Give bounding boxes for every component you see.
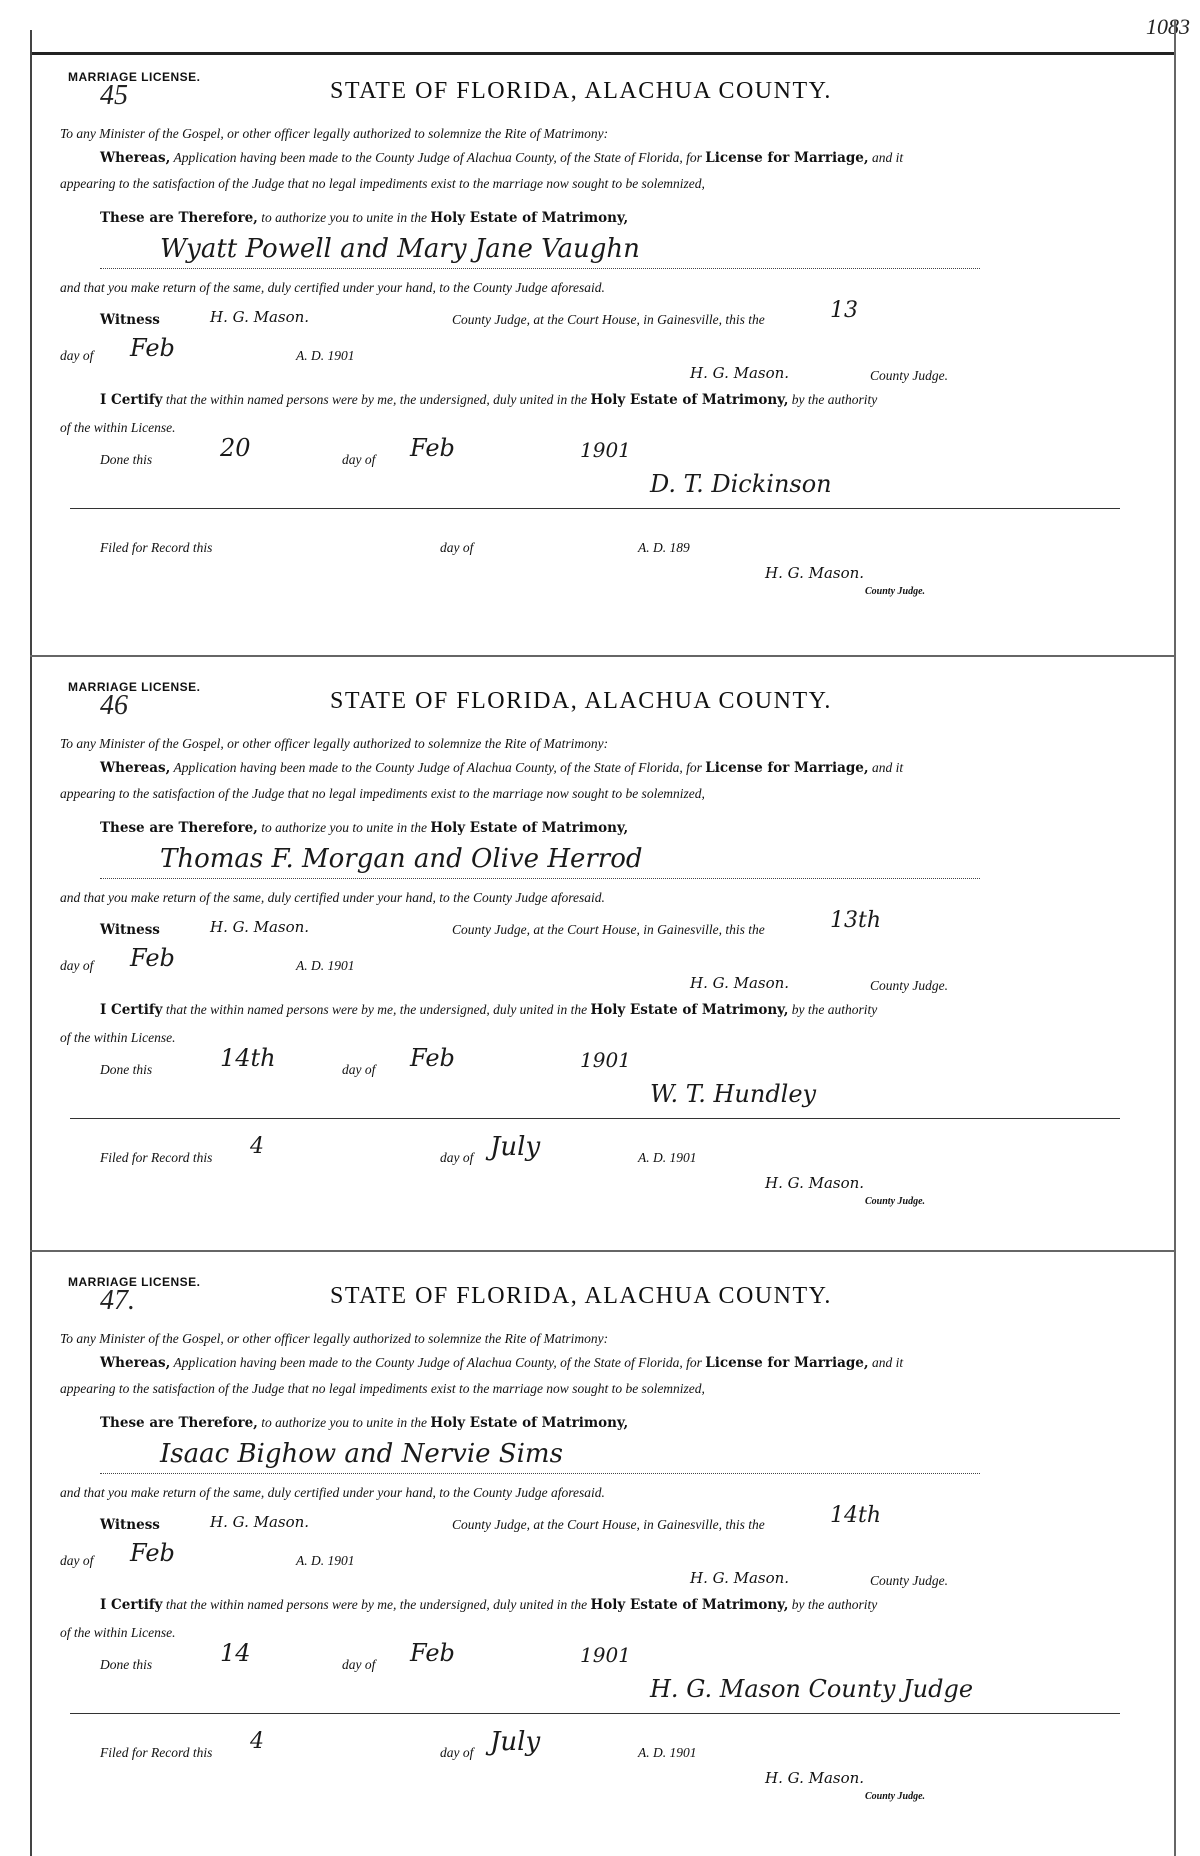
done-month: Feb (410, 1044, 455, 1072)
license-separator (30, 1250, 1176, 1252)
whereas-bold: Whereas, (100, 150, 171, 166)
license-separator (30, 655, 1176, 657)
right-margin-rule (1174, 20, 1176, 1856)
marriage-license-47 (60, 1255, 1130, 1845)
names-fill-line (100, 878, 980, 879)
county-judge-small: County Judge. (865, 1196, 926, 1207)
done-year: 1901 (580, 1048, 631, 1072)
appearing-line: appearing to the satisfaction of the Judge that no legal impediments exist to the marriage now sought to be solemnized, (60, 786, 705, 801)
filed-year: A. D. 1901 (638, 1150, 697, 1165)
left-margin-rule (30, 30, 32, 1856)
county-judge-small: County Judge. (865, 586, 926, 597)
couple-names: Thomas F. Morgan and Olive Herrod (160, 844, 643, 874)
officiant-signature: W. T. Hundley (650, 1080, 817, 1108)
filed-label: Filed for Record this (100, 1150, 213, 1165)
return-line: and that you make return of the same, duly certified under your hand, to the County Judge aforesaid. (60, 1485, 605, 1500)
witness-day: 13th (830, 908, 882, 933)
license-number: 45 (100, 80, 128, 111)
license-year: A. D. 1901 (296, 348, 355, 363)
done-this-label: Done this (100, 1062, 153, 1077)
done-day-of: day of (342, 1062, 376, 1077)
within-license: of the within License. (60, 420, 176, 435)
return-line: and that you make return of the same, duly certified under your hand, to the County Judge aforesaid. (60, 280, 605, 295)
officiant-signature: H. G. Mason County Judge (650, 1675, 974, 1703)
signing-judge: H. G. Mason. (690, 1569, 790, 1587)
signing-judge: H. G. Mason. (690, 364, 790, 382)
license-month: Feb (130, 944, 175, 972)
license-month: Feb (130, 1539, 175, 1567)
filed-day: 4 (250, 1134, 264, 1159)
certify-line: I Certify that the within named persons were by me, the undersigned, duly united in the Holy Estate of Matrimony, by the authority (100, 392, 878, 408)
names-fill-line (100, 268, 980, 269)
state-title: STATE OF FLORIDA, ALACHUA COUNTY. (330, 78, 832, 104)
done-year: 1901 (580, 1643, 631, 1667)
holy-estate: Holy Estate of Matrimony, (430, 210, 629, 226)
state-title: STATE OF FLORIDA, ALACHUA COUNTY. (330, 688, 832, 714)
witness-label: Witness (100, 922, 160, 938)
witness-day: 13 (830, 298, 858, 323)
county-judge-label: County Judge. (870, 978, 948, 993)
witness-label: Witness (100, 1517, 160, 1533)
couple-names: Isaac Bighow and Nervie Sims (160, 1439, 563, 1469)
done-day-of: day of (342, 452, 376, 467)
address-line: To any Minister of the Gospel, or other officer legally authorized to solemnize the Rite of Matrimony: (60, 736, 609, 751)
filed-day-of: day of (440, 1150, 474, 1165)
marriage-license-45 (60, 50, 1130, 640)
filed-label: Filed for Record this (100, 540, 213, 555)
done-this-label: Done this (100, 1657, 153, 1672)
license-number: 46 (100, 690, 128, 721)
whereas-line (100, 150, 903, 166)
witness-text: County Judge, at the Court House, in Gainesville, this the (452, 312, 765, 327)
these-text: to authorize you to unite in the (261, 210, 427, 225)
witness-text: County Judge, at the Court House, in Gainesville, this the (452, 922, 765, 937)
license-label: MARRIAGE LICENSE. (68, 680, 201, 694)
within-license: of the within License. (60, 1030, 176, 1045)
done-this-label: Done this (100, 452, 153, 467)
witness-name: H. G. Mason. (210, 308, 310, 326)
done-day-of: day of (342, 1657, 376, 1672)
appearing-line: appearing to the satisfaction of the Judge that no legal impediments exist to the marriage now sought to be solemnized, (60, 176, 705, 191)
whereas-text: Application having been made to the County Judge of Alachua County, of the State of Florida, for (173, 760, 702, 775)
whereas-line (100, 760, 903, 776)
filed-divider (70, 1713, 1120, 1714)
license-for-marriage: License for Marriage, (705, 1355, 869, 1371)
certify-line: I Certify that the within named persons were by me, the undersigned, duly united in the Holy Estate of Matrimony, by the authority (100, 1002, 878, 1018)
filed-day-of: day of (440, 1745, 474, 1760)
whereas-text: Application having been made to the County Judge of Alachua County, of the State of Florida, for (173, 150, 702, 165)
address-line: To any Minister of the Gospel, or other officer legally authorized to solemnize the Rite of Matrimony: (60, 126, 609, 141)
witness-label: Witness (100, 312, 160, 328)
license-number: 47. (100, 1285, 135, 1316)
bottom-judge: H. G. Mason. (765, 1769, 865, 1787)
day-of-label: day of (60, 1553, 94, 1568)
done-year: 1901 (580, 438, 631, 462)
within-license: of the within License. (60, 1625, 176, 1640)
license-month: Feb (130, 334, 175, 362)
witness-name: H. G. Mason. (210, 918, 310, 936)
address-line: To any Minister of the Gospel, or other officer legally authorized to solemnize the Rite of Matrimony: (60, 1331, 609, 1346)
filed-year: A. D. 1901 (638, 1745, 697, 1760)
whereas-line (100, 1355, 903, 1371)
license-year: A. D. 1901 (296, 1553, 355, 1568)
officiant-signature: D. T. Dickinson (650, 470, 832, 498)
appearing-line: appearing to the satisfaction of the Judge that no legal impediments exist to the marriage now sought to be solemnized, (60, 1381, 705, 1396)
filed-month: July (490, 1727, 541, 1757)
marriage-license-46 (60, 660, 1130, 1250)
done-day: 14th (220, 1044, 276, 1072)
done-month: Feb (410, 434, 455, 462)
certify-line: I Certify that the within named persons were by me, the undersigned, duly united in the Holy Estate of Matrimony, by the authority (100, 1597, 878, 1613)
witness-name: H. G. Mason. (210, 1513, 310, 1531)
witness-day: 14th (830, 1503, 882, 1528)
whereas-end: and it (871, 150, 904, 165)
filed-month: July (490, 1132, 541, 1162)
these-text: to authorize you to unite in the (261, 1415, 427, 1430)
filed-divider (70, 508, 1120, 509)
bottom-judge: H. G. Mason. (765, 1174, 865, 1192)
license-year: A. D. 1901 (296, 958, 355, 973)
filed-day-of: day of (440, 540, 474, 555)
witness-text: County Judge, at the Court House, in Gainesville, this the (452, 1517, 765, 1532)
these-line (100, 820, 628, 836)
license-for-marriage: License for Marriage, (705, 760, 869, 776)
county-judge-label: County Judge. (870, 368, 948, 383)
filed-day: 4 (250, 1729, 264, 1754)
state-title: STATE OF FLORIDA, ALACHUA COUNTY. (330, 1283, 832, 1309)
return-line: and that you make return of the same, duly certified under your hand, to the County Judge aforesaid. (60, 890, 605, 905)
done-day: 20 (220, 434, 251, 462)
whereas-end: and it (871, 760, 904, 775)
done-month: Feb (410, 1639, 455, 1667)
names-fill-line (100, 1473, 980, 1474)
whereas-bold: Whereas, (100, 1355, 171, 1371)
done-day: 14 (220, 1639, 251, 1667)
bottom-judge: H. G. Mason. (765, 564, 865, 582)
couple-names: Wyatt Powell and Mary Jane Vaughn (160, 234, 640, 264)
filed-label: Filed for Record this (100, 1745, 213, 1760)
these-bold: These are Therefore, (100, 1415, 258, 1431)
page-number: 1083 (1146, 14, 1190, 39)
day-of-label: day of (60, 958, 94, 973)
county-judge-small: County Judge. (865, 1791, 926, 1802)
these-line (100, 1415, 628, 1431)
holy-estate: Holy Estate of Matrimony, (430, 820, 629, 836)
holy-estate: Holy Estate of Matrimony, (430, 1415, 629, 1431)
license-label: MARRIAGE LICENSE. (68, 1275, 201, 1289)
these-line (100, 210, 628, 226)
day-of-label: day of (60, 348, 94, 363)
these-bold: These are Therefore, (100, 210, 258, 226)
license-for-marriage: License for Marriage, (705, 150, 869, 166)
county-judge-label: County Judge. (870, 1573, 948, 1588)
whereas-end: and it (871, 1355, 904, 1370)
signing-judge: H. G. Mason. (690, 974, 790, 992)
these-text: to authorize you to unite in the (261, 820, 427, 835)
filed-divider (70, 1118, 1120, 1119)
whereas-bold: Whereas, (100, 760, 171, 776)
these-bold: These are Therefore, (100, 820, 258, 836)
filed-year: A. D. 189 (638, 540, 690, 555)
license-label: MARRIAGE LICENSE. (68, 70, 201, 84)
whereas-text: Application having been made to the County Judge of Alachua County, of the State of Florida, for (173, 1355, 702, 1370)
